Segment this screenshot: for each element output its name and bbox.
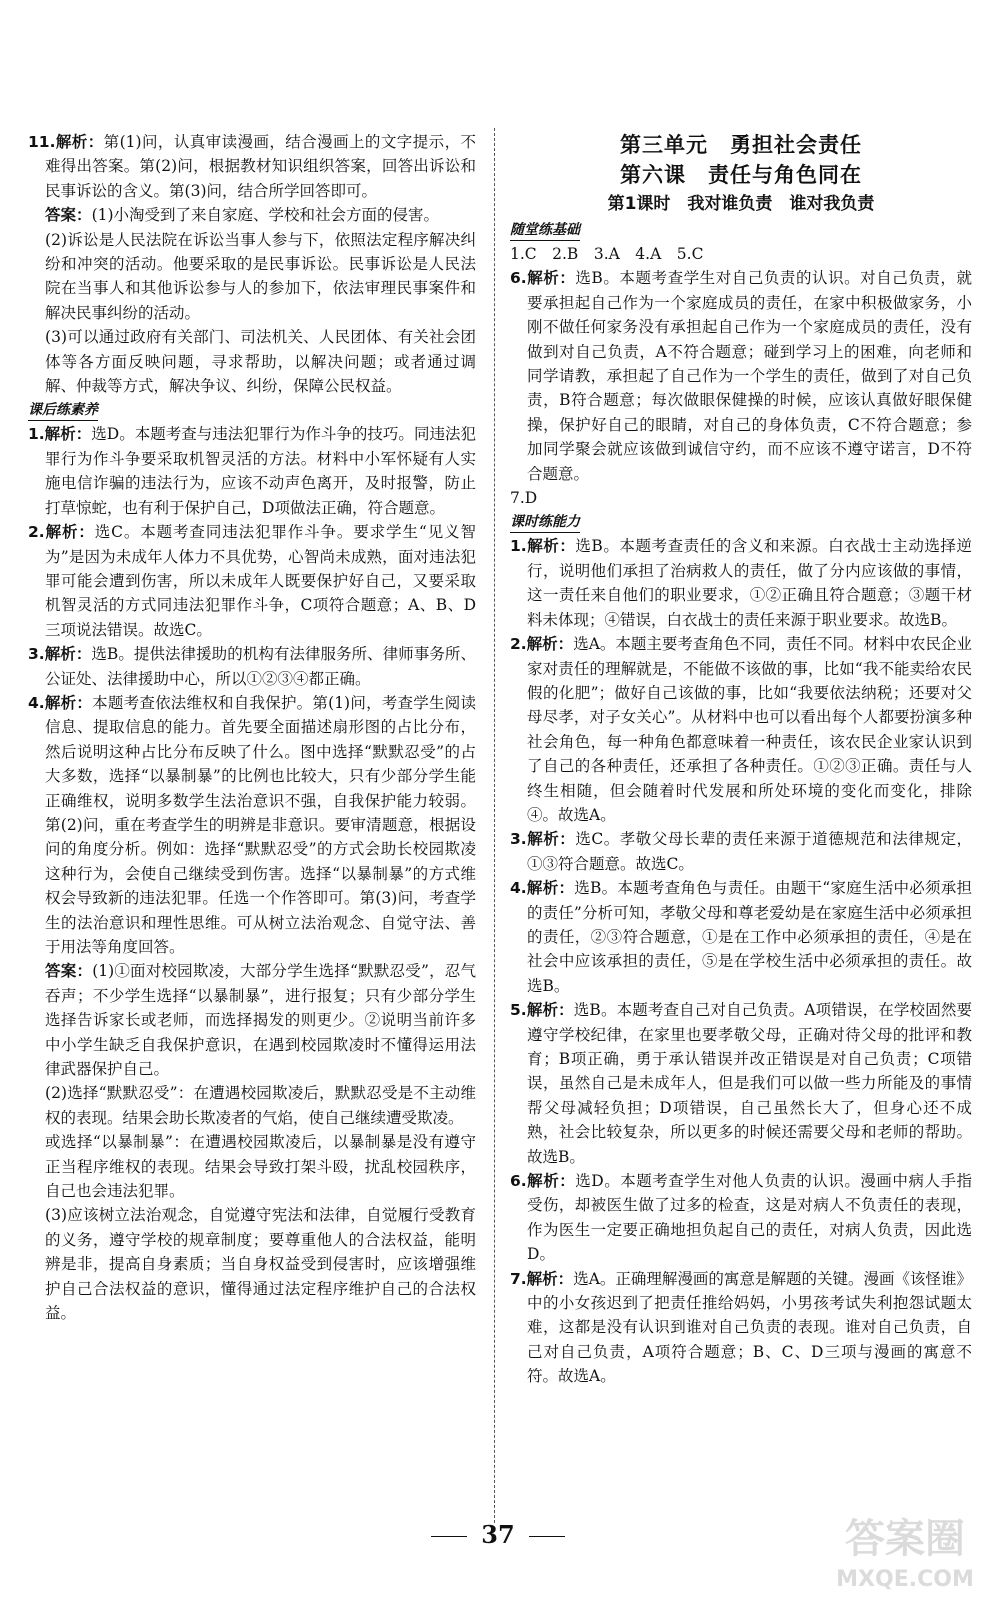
item-label: 7.解析： [510, 1269, 574, 1288]
item-text: (2)选择“默默忍受”：在遭遇校园欺凌后，默默忍受是不主动维权的表现。结果会助长欺凌者的气焰，使自己继续遭受欺凌。 [45, 1084, 476, 1127]
item-text: 选B。本题考查自己对自己负责。A项错误，在学校固然要遵守学校纪律，在家里也要孝敬父母，正确对待父母的批评和教育；B项正确，勇于承认错误并改正错误是对自己负责；C项错误，虽然自己是未成年人，但是我们可以做一些力所能及的事情帮父母减轻负担；D项错误，自己虽然长大了，但身心还不成熟，社会比较复杂，所以更多的时候还需要父母和老师的帮助。故选B。 [527, 1001, 972, 1166]
item-text: 选B。本题考查学生对自己负责的认识。对自己负责，就要承担起自己作为一个家庭成员的责任，在家中积极做家务，小刚不做任何家务没有承担起自己作为一个家庭成员的责任，没有做到对自己负责，A不符合题意；碰到学习上的困难，向老师和同学请教，承担起了自己作为一个学生的责任，做到了对自己负责，B符合题意；每次做眼保健操的时候，应该认真做好眼保健操，保护好自己的眼睛，对自己的身体负责，C不符合题意；参加同学聚会就应该做到诚信守约，而不应该不遵守诺言，D不符合题意。 [527, 269, 972, 483]
item-text: (2)诉讼是人民法院在诉讼当事人参与下，依照法定程序解决纠纷和冲突的活动。他要采取的是民事诉讼。民事诉讼是人民法院在当事人和其他诉讼参与人的参加下，依法审理民事案件和解决民事纠纷的活动。 [45, 230, 476, 322]
unit-title: 第三单元 勇担社会责任 [620, 133, 862, 157]
item-text: 选A。正确理解漫画的寓意是解题的关键。漫画《该怪谁》中的小女孩迟到了把责任推给妈妈，小男孩考试失利抱怨试题太难，这都是没有认识到谁对自己负责的表现。谁对自己负责，自己对自己负责，A项符合题意；B、C、D三项与漫画的寓意不符。故选A。 [527, 1269, 972, 1386]
item-text: 或选择“以暴制暴”：在遭遇校园欺凌后，以暴制暴是没有遵守正当程序维权的表现。结果会导致打架斗殴，扰乱校园秩序，自己也会违法犯罪。 [45, 1133, 476, 1201]
item-label: 答案： [45, 206, 92, 225]
item-text: (1)①面对校园欺凌，大部分学生选择“默默忍受”，忍气吞声；不少学生选择“以暴制暴”，进行报复；只有少部分学生选择告诉家长或老师，而选择揭发的则更少。②说明当前许多中小学生缺乏自我保护意识，在遇到校园欺凌时不懂得运用法律武器保护自己。 [45, 962, 476, 1079]
answer-paragraph [28, 1081, 476, 1130]
footer-dash-right [529, 1536, 565, 1537]
watermark-logo [830, 1504, 980, 1594]
question-explanation [510, 998, 972, 1169]
question-explanation [28, 130, 476, 203]
item-text: (1)小淘受到了来自家庭、学校和社会方面的侵害。 [91, 206, 440, 225]
answer-paragraph [28, 325, 476, 398]
item-label: 11.解析： [28, 133, 104, 151]
left-column [28, 130, 476, 1326]
section-heading-wrap [510, 510, 972, 534]
answer-paragraph [28, 1203, 476, 1325]
answer-paragraph [510, 486, 972, 510]
question-explanation [28, 422, 476, 520]
item-text: 第(1)问，认真审读漫画，结合漫画上的文字提示，不难得出答案。第(2)问，根据教材知识组织答案，回答出诉讼和民事诉讼的含义。第(3)问，结合所学回答即可。 [45, 133, 476, 200]
question-explanation [510, 534, 972, 632]
section-heading-wrap [28, 398, 476, 422]
item-label: 4.解析： [28, 693, 93, 712]
column-divider [494, 128, 495, 1523]
question-explanation [510, 1267, 972, 1389]
item-text: 选C。本题考查同违法犯罪作斗争。要求学生“见义智为”是因为未成年人体力不具优势，心智尚未成熟，面对违法犯罪可能会遭到伤害，所以未成年人既要保护好自己，又要采取机智灵活的方式同违法犯罪作斗争，C项符合题意；A、B、D三项说法错误。故选C。 [45, 523, 476, 639]
section-heading: 课时练能力 [510, 513, 580, 533]
right-body [510, 218, 972, 1389]
item-text: (3)可以通过政府有关部门、司法机关、人民团体、有关社会团体等各方面反映问题，寻求帮助，以解决问题；或者通过调解、仲裁等方式，解决争议、纠纷，保障公民权益。 [45, 328, 476, 396]
item-label: 4.解析： [510, 879, 575, 898]
right-column [510, 130, 972, 1389]
item-label: 5.解析： [510, 1001, 574, 1020]
item-text: 选A。本题主要考查角色不同，责任不同。材料中农民企业家对责任的理解就是，不能做不该做的事，比如“我不能卖给农民假的化肥”；做好自己该做的事，比如“我要依法纳税；还要对父母尽孝，对子女关心”。从材料中也可以看出每个人都要扮演多种社会角色，每一种角色都意味着一种责任，该农民企业家认识到了自己的各种责任，还承担了各种责任。①②③正确。责任与人终生相随，但会随着时代发展和所处环境的变化而变化，排除④。故选A。 [527, 635, 972, 824]
answer-paragraph [28, 959, 476, 1081]
watermark-top: 答案圈 [845, 1516, 965, 1562]
answer-paragraph [28, 1130, 476, 1203]
period-title: 第1课时 我对谁负责 谁对我负责 [607, 194, 875, 214]
item-label: 3.解析： [28, 645, 92, 664]
section-heading-wrap [510, 218, 972, 242]
question-explanation [28, 520, 476, 642]
item-text: 选D。本题考查与违法犯罪行为作斗争的技巧。同违法犯罪行为作斗争要采取机智灵活的方法。材料中小军怀疑有人实施电信诈骗的违法行为，应该不动声色离开，及时报警，防止打草惊蛇，也有利于保护自己，D项做法正确，符合题意。 [45, 425, 476, 517]
answer-paragraph [28, 228, 476, 326]
item-label: 6.解析： [510, 1172, 576, 1191]
question-explanation [28, 691, 476, 959]
question-explanation [510, 827, 972, 876]
question-explanation [510, 1169, 972, 1267]
section-heading: 随堂练基础 [510, 221, 580, 241]
answer-paragraph [28, 203, 476, 227]
item-text: 选D。本题考查学生对他人负责的认识。漫画中病人手指受伤，却被医生做了过多的检查，这是对病人不负责任的表现，作为医生一定要正确地担负起自己的责任，对病人负责，因此选D。 [527, 1172, 972, 1264]
answer-paragraph [510, 242, 972, 266]
item-text: 选B。本题考查责任的含义和来源。白衣战士主动选择逆行，说明他们承担了治病救人的责任，做了分内应该做的事情，这一责任来自他们的职业要求，①②正确且符合题意；③题干材料未体现；④错误，白衣战士的责任来源于职业要求。故选B。 [527, 537, 972, 629]
item-text: 选B。提供法律援助的机构有法律服务所、律师事务所、公证处、法律援助中心，所以①②③④都正确。 [45, 645, 476, 688]
item-text: 1.C 2.B 3.A 4.A 5.C [510, 245, 704, 263]
item-label: 1.解析： [510, 537, 576, 556]
item-text: 选C。孝敬父母长辈的责任来源于道德规范和法律规定，①③符合题意。故选C。 [527, 830, 972, 873]
question-explanation [28, 642, 476, 691]
item-label: 3.解析： [510, 830, 576, 849]
item-text: 本题考查依法维权和自我保护。第(1)问，考查学生阅读信息、提取信息的能力。首先要全面描述扇形图的占比分布，然后说明这种占比分布反映了什么。图中选择“默默忍受”的占大多数，选择“以暴制暴”的比例也比较大，只有少部分学生能正确维权，说明多数学生法治意识不强，自我保护能力较弱。第(2)问，重在考查学生的明辨是非意识。要审清题意，根据设问的角度分析。例如：选择“默默忍受”的方式会助长校园欺凌这种行为，会使自己继续受到伤害。选择“以暴制暴”的方式维权会导致新的违法犯罪。任选一个作答即可。第(3)问，考查学生的法治意识和理性思维。可从树立法治观念、自觉守法、善于用法等角度回答。 [45, 693, 476, 956]
item-label: 2.解析： [510, 635, 574, 654]
item-text: (3)应该树立法治观念，自觉遵守宪法和法律，自觉履行受教育的义务，遵守学校的规章制度；要尊重他人的合法权益，能明辨是非，提高自身素质；当自身权益受到侵害时，应该增强维护自己合法权益的意识，懂得通过法定程序维护自己的合法权益。 [45, 1206, 476, 1323]
lesson-title: 第六课 责任与角色同在 [620, 163, 862, 187]
page-number: 37 [481, 1520, 515, 1549]
item-text: 选B。本题考查角色与责任。由题干“家庭生活中必须承担的责任”分析可知，孝敬父母和尊老爱幼是在家庭生活中必须承担的责任，②③符合题意，①是在工作中必须承担的责任，④是在社会中应该承担的责任，⑤是在学校生活中必须承担的责任。故选B。 [527, 879, 972, 995]
item-label: 6.解析： [510, 269, 576, 288]
question-explanation [510, 632, 972, 827]
question-explanation [510, 876, 972, 998]
item-label: 2.解析： [28, 523, 95, 542]
watermark-bottom: MXQE.COM [836, 1567, 974, 1592]
item-text: 7.D [510, 489, 538, 508]
footer-dash-left [431, 1536, 467, 1537]
item-label: 答案： [45, 962, 93, 981]
section-heading: 课后练素养 [28, 401, 98, 421]
item-label: 1.解析： [28, 425, 92, 444]
question-explanation [510, 266, 972, 486]
